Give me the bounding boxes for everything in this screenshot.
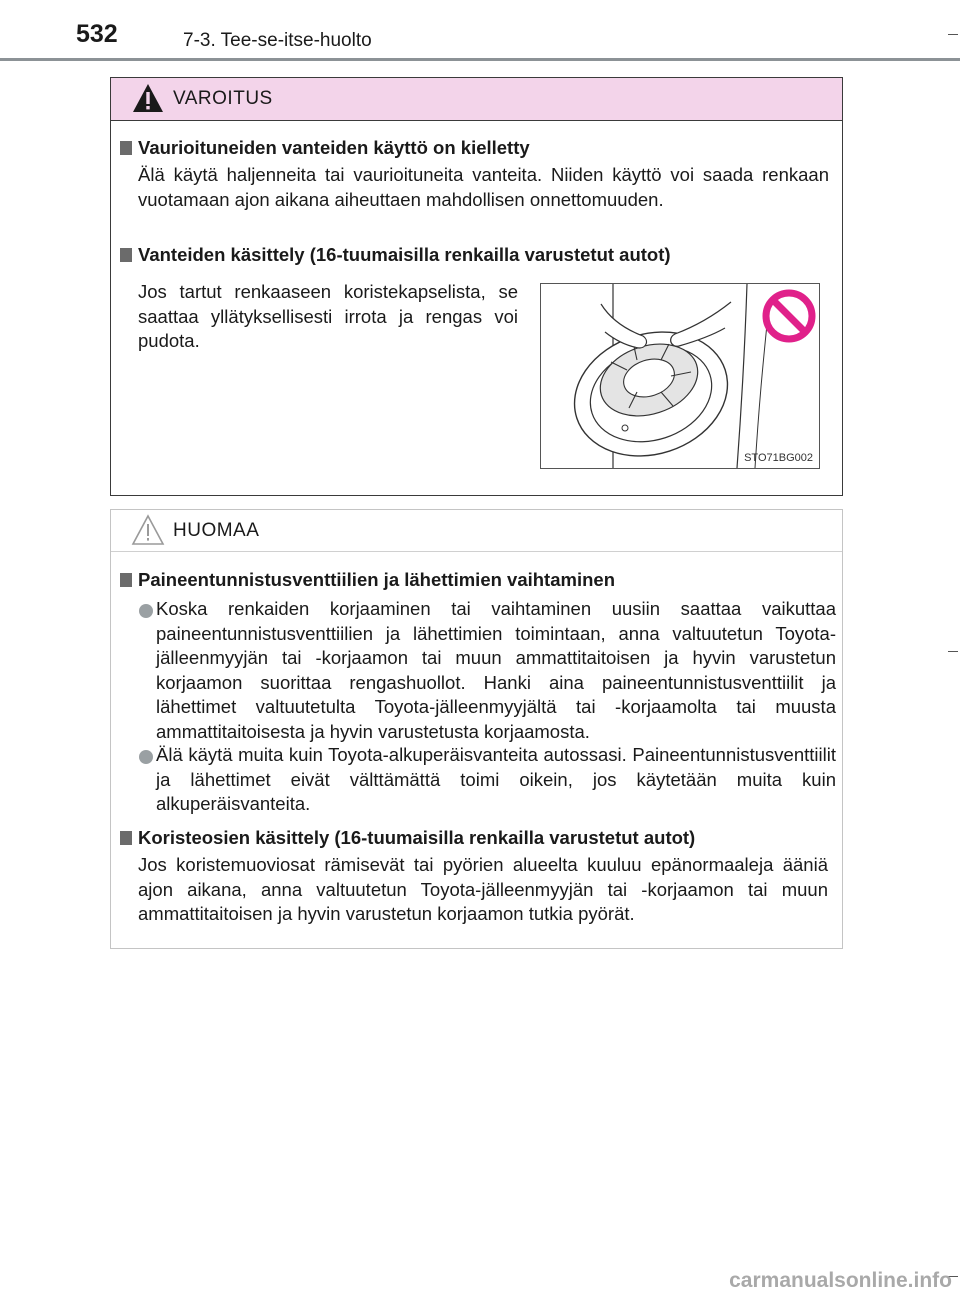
warning-item-title: Vanteiden käsittely (16-tuumaisilla renkailla varustetut autot): [120, 243, 671, 267]
warning-header: [111, 78, 842, 121]
notice-bullet-text: Koska renkaiden korjaaminen tai vaihtaminen uusiin saattaa vaikuttaa paineentunnistusventtiilien ja lähettimien toimintaan, anna valtuutetun Toyota-jälleenmyyjän tai -korjaamon tai muun ammattitaitoisen ja hyvin varustetun korjaamon suorittaa rengashuollot. Hanki aina paineentunnistusventtiilit ja lähettimet valtuutetulta Toyota-jälleenmyyjältä tai -korjaamolta tai muusta ammattitaitoisesta ja hyvin varustetusta korjaamosta.: [156, 598, 836, 742]
notice-item-title: Koristeosien käsittely (16-tuumaisilla renkailla varustetut autot): [120, 826, 695, 850]
notice-label: HUOMAA: [173, 520, 260, 541]
notice-bullet-text: Älä käytä muita kuin Toyota-alkuperäisvanteita autossasi. Paineentunnistusventtiilit ja lähettimet eivät välttämättä toimi oikein, jos käytetään muita kuin alkuperäisvanteita.: [156, 744, 836, 814]
watermark: carmanualsonline.info: [729, 1269, 952, 1292]
trim-mark: [948, 651, 958, 652]
warning-item-title: Vaurioituneiden vanteiden käyttö on kielletty: [120, 136, 530, 160]
round-bullet-icon: [139, 604, 153, 618]
notice-item-text: Jos koristemuoviosat rämisevät tai pyörien alueelta kuuluu epänormaaleja ääniä ajon aikana, anna valtuutetun Toyota-jälleenmyyjän tai -korjaamon tai muun ammattitaitoisen ja hyvin varustetun korjaamon tutkia pyörät.: [138, 854, 828, 924]
warning-item-text: Älä käytä haljenneita tai vaurioituneita vanteita. Niiden käyttö voi saada renkaan vuotamaan ajon aikana aiheuttaen mahdollisen onnettomuuden.: [138, 164, 829, 210]
warning-label: VAROITUS: [173, 88, 273, 109]
warning-triangle-icon: [131, 82, 165, 114]
page-header: [0, 0, 960, 62]
square-bullet-icon: [120, 573, 132, 587]
figure-code: STO71BG002: [744, 452, 813, 464]
caution-triangle-icon: [131, 514, 165, 546]
warning-item-text: Jos tartut renkaaseen koristekapselista, se saattaa yllätyksellisesti irrota ja rengas voi pudota.: [138, 281, 518, 351]
tire-illustration: [540, 283, 820, 469]
trim-mark: [948, 34, 958, 35]
header-rule: [0, 58, 960, 61]
tire-drawing: [541, 284, 819, 468]
warning-box: [110, 77, 843, 496]
square-bullet-icon: [120, 248, 132, 262]
notice-item-title: Paineentunnistusventtiilien ja lähettimien vaihtaminen: [120, 568, 615, 592]
square-bullet-icon: [120, 831, 132, 845]
round-bullet-icon: [139, 750, 153, 764]
square-bullet-icon: [120, 141, 132, 155]
notice-box: [110, 509, 843, 949]
section-title: 7-3. Tee-se-itse-huolto: [183, 30, 372, 51]
notice-header: [111, 510, 842, 552]
page-number: 532: [76, 20, 118, 48]
